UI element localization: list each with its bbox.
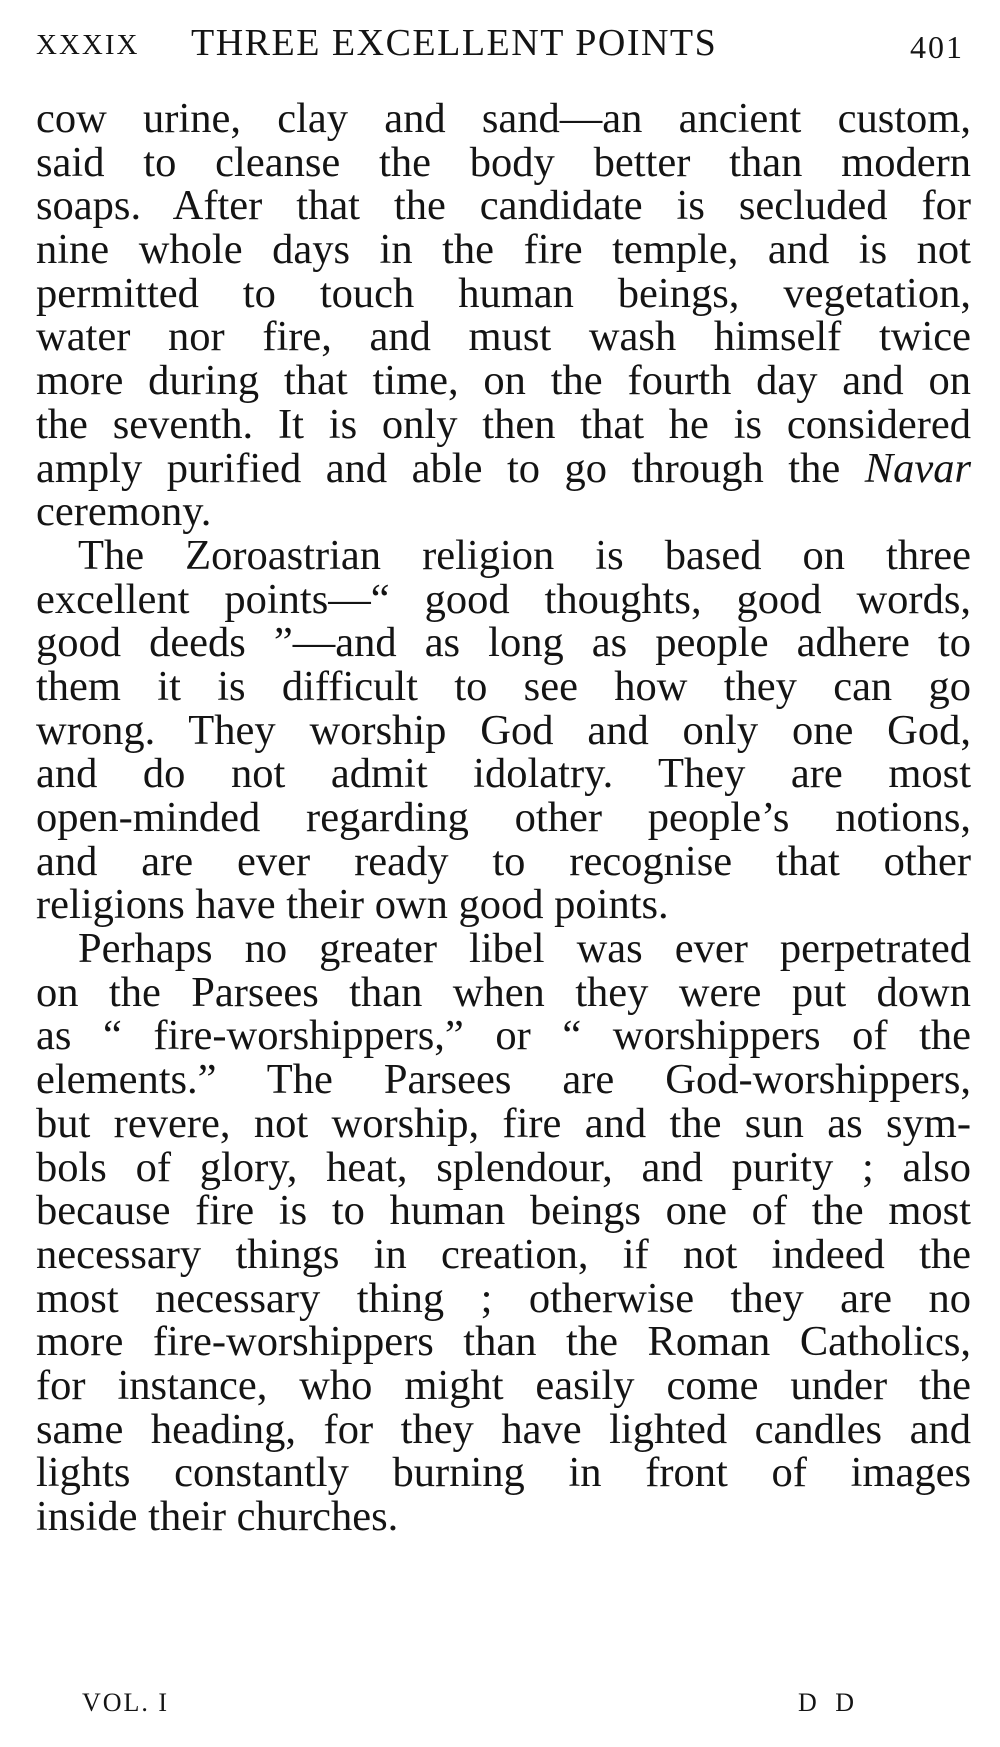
text-line: more fire-worshippers than the Roman Catholics,	[36, 1318, 971, 1366]
paragraph-end-line: ceremony.	[36, 488, 212, 536]
text-line: and are ever ready to recognise that other	[36, 837, 971, 885]
text-line: because fire is to human beings one of the most	[36, 1187, 971, 1235]
running-title: THREE EXCELLENT POINTS	[191, 22, 718, 64]
text-line: and do not admit idolatry. They are most	[36, 750, 971, 798]
text-line: lights constantly burning in front of images	[36, 1449, 971, 1497]
text-line: wrong. They worship God and only one God,	[36, 706, 971, 754]
text-line: permitted to touch human beings, vegetation,	[36, 269, 971, 317]
text-line: for instance, who might easily come under the	[36, 1361, 971, 1409]
text-line: nine whole days in the fire temple, and is not	[36, 226, 971, 274]
paragraph-end-line: inside their churches.	[36, 1493, 399, 1540]
text-line-segment: amply purified and able to go through the	[36, 444, 841, 492]
paragraph-end-line: religions have their own good points.	[36, 881, 669, 929]
text-line: cow urine, clay and sand—an ancient custom,	[36, 95, 971, 142]
text-line: open-minded regarding other people’s notions,	[36, 794, 971, 841]
running-head	[36, 18, 964, 68]
text-line: water nor fire, and must wash himself twice	[36, 313, 971, 361]
gathering-signature-mark: D D	[797, 1688, 860, 1717]
text-line: the seventh. It is only then that he is considered	[36, 400, 971, 448]
text-line: soaps. After that the candidate is secluded for	[36, 182, 971, 230]
text-line: elements.” The Parsees are God-worshippers,	[36, 1056, 971, 1104]
text-line: same heading, for they have lighted candles and	[36, 1405, 971, 1453]
paragraph-start-line: Perhaps no greater libel was ever perpetrated	[78, 925, 971, 973]
page-number: 401	[910, 29, 964, 65]
chapter-numeral: XXXIX	[36, 29, 140, 61]
text-line: more during that time, on the fourth day and on	[36, 357, 971, 405]
text-line: said to cleanse the body better than modern	[36, 138, 971, 186]
paragraph-start-line: The Zoroastrian religion is based on three	[78, 531, 971, 579]
text-line: but revere, not worship, fire and the sun as sym-	[36, 1099, 971, 1147]
text-line	[36, 444, 972, 492]
text-line: as “ fire-worshippers,” or “ worshippers of the	[36, 1012, 971, 1060]
italic-term: Navar	[864, 444, 972, 492]
text-line: them it is difficult to see how they can go	[36, 662, 971, 710]
text-line: good deeds ”—and as long as people adhere to	[36, 619, 971, 667]
volume-label: VOL. I	[82, 1688, 170, 1717]
text-line: necessary things in creation, if not indeed the	[36, 1230, 971, 1278]
text-line: bols of glory, heat, splendour, and purity ; also	[36, 1143, 971, 1191]
text-line: on the Parsees than when they were put down	[36, 968, 971, 1016]
body-text	[36, 97, 971, 1539]
text-line: most necessary thing ; otherwise they are no	[36, 1274, 971, 1322]
text-line: excellent points—“ good thoughts, good words,	[36, 575, 971, 623]
